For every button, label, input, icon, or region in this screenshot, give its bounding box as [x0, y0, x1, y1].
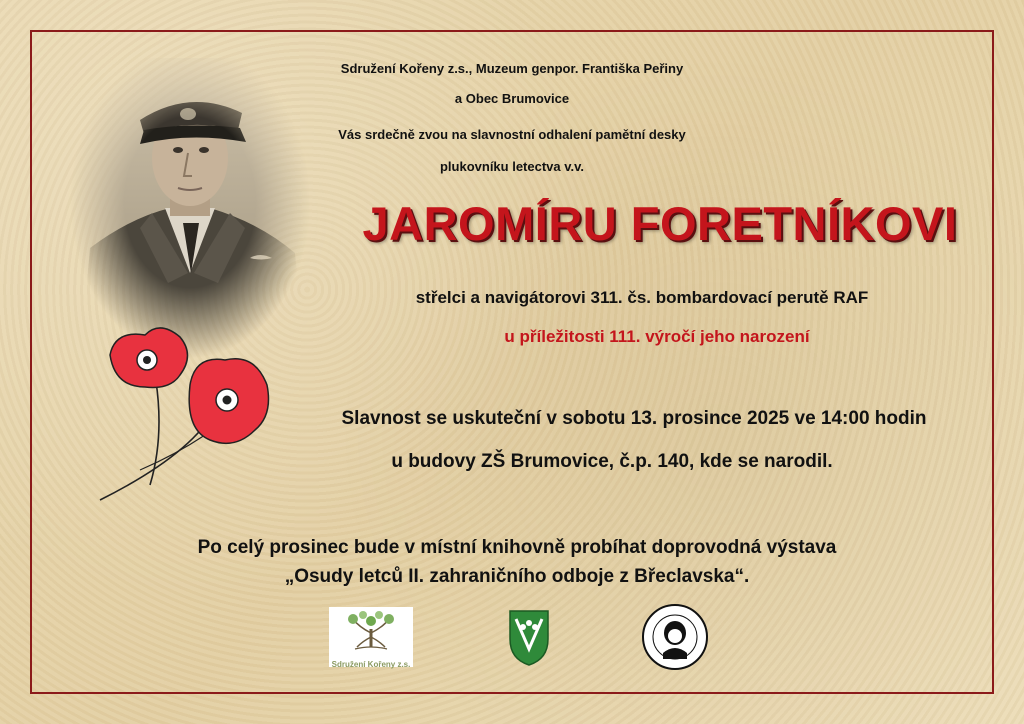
brumovice-coat-of-arms: [508, 609, 550, 672]
shield-icon: [508, 609, 550, 667]
honoree-name: JAROMÍRU FORETNÍKOVI: [362, 197, 958, 250]
tree-icon: [329, 607, 413, 655]
header-line-3: Vás srdečně zvou na slavnostní odhalení pamětní desky: [338, 127, 686, 142]
event-where: u budovy ZŠ Brumovice, č.p. 140, kde se narodil.: [391, 451, 833, 472]
honoree-occasion: u příležitosti 111. výročí jeho narození: [504, 327, 810, 346]
museum-logo: [641, 603, 709, 676]
koreny-logo: [329, 607, 413, 667]
header-line-4: plukovníku letectva v.v.: [439, 159, 584, 174]
event-when: Slavnost se uskuteční v sobotu 13. prosince 2025 ve 14:00 hodin: [341, 408, 927, 429]
poppy-2-icon: [189, 359, 268, 444]
koreny-logo-caption: Sdružení Kořeny z.s.: [331, 660, 411, 669]
honoree-role: střelci a navigátorovi 311. čs. bombardovací perutě RAF: [415, 288, 869, 307]
exhibition-line-2: „Osudy letců II. zahraničního odboje z Břeclavska“.: [284, 566, 750, 587]
pilot-badge-icon: [641, 603, 709, 671]
header-line-2: a Obec Brumovice: [454, 91, 570, 106]
exhibition-line-1: Po celý prosinec bude v místní knihovně probíhat doprovodná výstava: [197, 537, 837, 558]
logos-row: [0, 603, 1024, 673]
header-line-1: Sdružení Kořeny z.s., Muzeum genpor. Františka Peřiny: [340, 61, 684, 76]
